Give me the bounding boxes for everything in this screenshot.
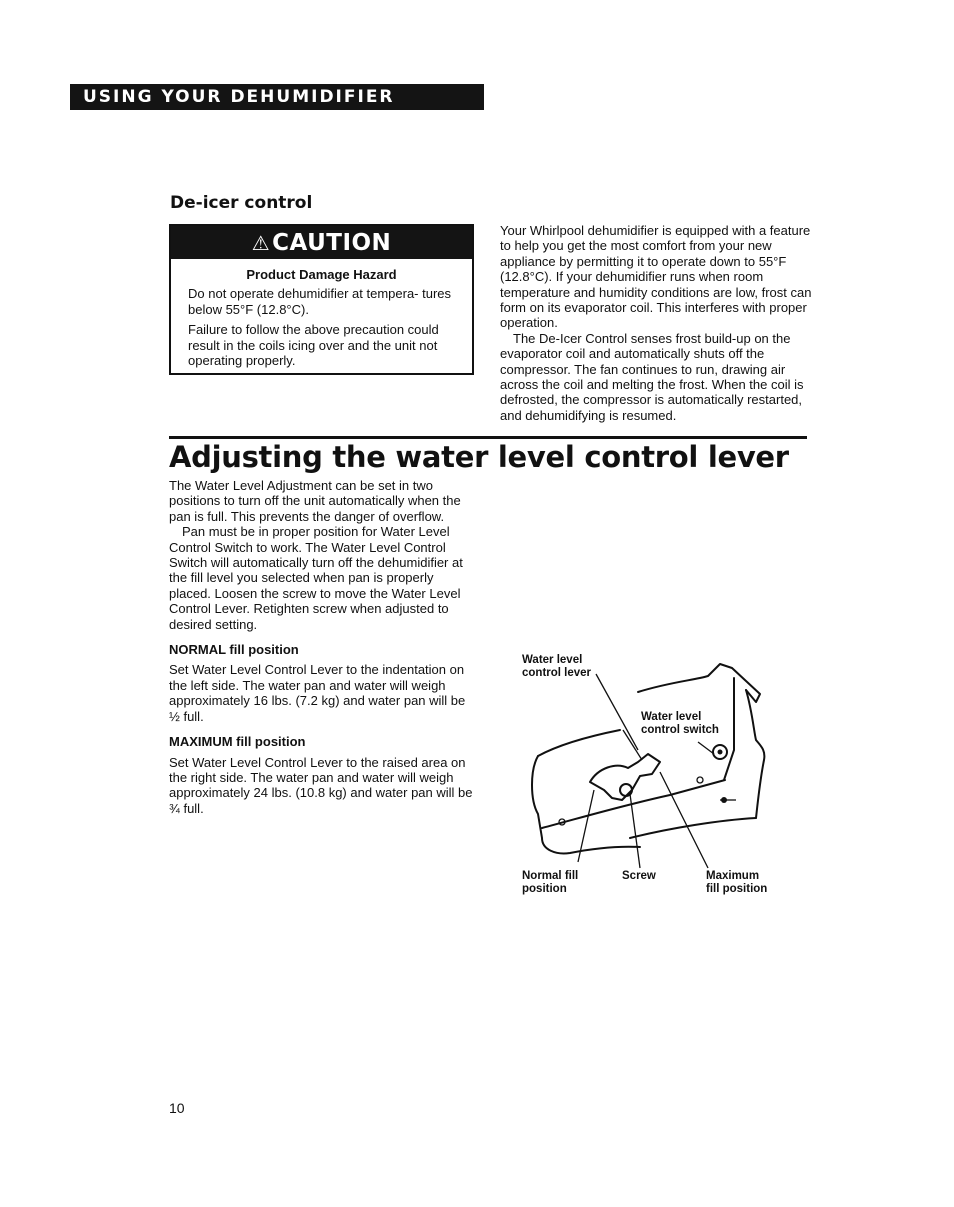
caution-subtitle: Product Damage Hazard	[246, 267, 397, 282]
deicer-paragraph-2: The De-Icer Control senses frost build-up on the evaporator coil and automatically shuts off the compressor. The fan continues to run, drawing air across the coil and melting the frost. When the coil is defrosted, the compressor is automatically restarted, and dehumidifying is resumed.	[500, 330, 804, 423]
pan-back-wall	[638, 664, 760, 702]
pan-side-panel	[746, 690, 764, 818]
page-number: 10	[169, 1100, 185, 1116]
label-screw: Screw	[622, 870, 656, 882]
section-banner	[70, 84, 484, 110]
label-water-level-switch: Water level control switch	[641, 711, 719, 736]
maximum-fill-text: Set Water Level Control Lever to the raised area on the right side. The water pan and water will weigh approximately 24 lbs. (10.8 kg) and water pan will be ¾ full.	[169, 754, 473, 816]
section-divider	[169, 436, 807, 439]
maximum-fill-heading: MAXIMUM fill position	[169, 734, 306, 750]
caution-box	[169, 224, 474, 375]
caution-body	[171, 286, 472, 369]
pan-right-wall	[724, 678, 734, 780]
deicer-heading: De-icer control	[170, 193, 313, 213]
deicer-text	[500, 223, 812, 423]
normal-fill-heading: NORMAL fill position	[169, 642, 299, 658]
water-level-text	[169, 478, 474, 816]
normal-fill-text: Set Water Level Control Lever to the indentation on the left side. The water pan and water will weigh approximately 16 lbs. (7.2 kg) and water pan will be ½ full.	[169, 662, 466, 724]
water-level-title: Adjusting the water level control lever	[169, 440, 789, 474]
warning-triangle-icon: ⚠	[251, 231, 271, 255]
water-level-paragraph-2: Pan must be in proper position for Water Level Control Switch to work. The Water Level Control Switch will automatically turn off the dehumidifier at the fill level you selected when pan is properly placed. Loosen the screw to move the Water Level Control Lever. Retighten screw when adjusted to desired setting.	[169, 524, 463, 632]
label-water-level-lever: Water level control lever	[522, 654, 592, 679]
water-pan-diagram	[520, 650, 780, 900]
pan-bottom-edge	[630, 818, 756, 838]
caution-paragraph-2: Failure to follow the above precaution could result in the coils icing over and the unit not operating properly.	[188, 322, 439, 368]
max-indent-mark	[697, 777, 703, 783]
caution-header	[171, 226, 472, 259]
lever-body	[590, 754, 660, 800]
pan-top-edge	[538, 730, 620, 756]
label-maximum-fill: Maximum fill position	[706, 870, 768, 895]
section-title: USING YOUR DEHUMIDIFIER	[83, 87, 395, 107]
caution-title: CAUTION	[272, 230, 392, 256]
label-normal-fill: Normal fill position	[522, 870, 579, 895]
water-level-paragraph-1: The Water Level Adjustment can be set in two positions to turn off the unit automatically when the pan is full. This prevents the danger of overflow.	[169, 478, 461, 524]
pan-outline	[532, 756, 640, 853]
caution-paragraph-1: Do not operate dehumidifier at tempera- tures below 55°F (12.8°C).	[188, 286, 452, 317]
deicer-paragraph-1: Your Whirlpool dehumidifier is equipped with a feature to help you get the most comfort from your new appliance by permitting it to operate down to 55°F (12.8°C). If your dehumidifier runs when room temperature and humidity conditions are low, frost can form on its evaporator coil. This interferes with proper operation.	[500, 223, 812, 331]
